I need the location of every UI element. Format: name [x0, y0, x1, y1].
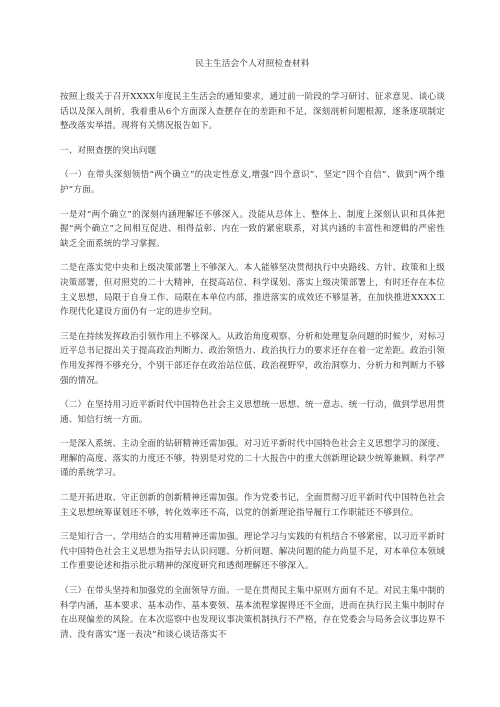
document-title: 民主生活会个人对照检查材料: [195, 59, 310, 69]
intro-paragraph: 按照上级关于召开XXXX年度民主生活会的通知要求，通过前一阶段的学习研讨、征求意见、谈心谈话以及深入剖析，我着重从6个方面深入查摆存在的差距和不足，深刻剖析问题根源，逐条逐项制定整改落实举措。现将有关情况报告如下。: [60, 92, 445, 132]
document-page: [60, 58, 445, 652]
subsection-heading-3: （三）在带头坚持和加强党的全面领导方面。一是在贯彻民主集中原则方面有不足。对民主集中制的科学内涵，基本要求、基本动作、基本要领、基本流程掌握得还不全面，进而在执行民主集中制时存在出现偏差的风险。在本次巡察中也发现议事决策机制执行不严格，存在党委会与局务会议事边界不清、没有落实“逐一表决”和谈心谈话落实不: [60, 586, 445, 640]
subsection-heading-1: （一）在带头深刻领悟“两个确立”的决定性意义,增强“四个意识”、坚定“四个自信”、做到“两个维护”方面。: [60, 170, 445, 195]
section-heading-1: 一、对照查摆的突出问题: [60, 145, 157, 156]
body-paragraph: 三是在持续发挥政治引领作用上不够深入。从政治角度观察、分析和处理复杂问题的时候少，对标习近平总书记提出关于提高政治判断力、政治领悟力、政治执行力的要求还存在着一定差距。政治引领作用发挥得不够充分，个别干部还存在政治站位低、政治视野窄，政治洞察力、分析力和判断力不够强的情况。: [60, 331, 445, 386]
subsection-heading-2: （二）在坚持用习近平新时代中国特色社会主义思想统一思想、统一意志、统一行动，做到学思用贯通、知信行统一方面。: [60, 400, 445, 425]
body-paragraph: 二是开拓进取、守正创新的创新精神还需加强。作为党委书记，全面贯彻习近平新时代中国特色社会主义思想统筹谋划还不够，转化效率还不高，以党的创新理论指导履行工作职能还不够到位。: [60, 493, 445, 518]
body-paragraph: 一是深入系统、主动全面的钻研精神还需加强。对习近平新时代中国特色社会主义思想学习的深度、理解的高度、落实的力度还不够，特别是对党的二十大报告中的重大创新理论缺少统筹兼顾、科学严谨的系统学习。: [60, 439, 445, 479]
body-paragraph: 三是知行合一、学用结合的实用精神还需加强。理论学习与实践的有机结合不够紧密，以习近平新时代中国特色社会主义思想为指导去认识问题、分析问题、解决问题的能力尚显不足，对本单位本领域工作重要论述和指示批示精神的深度研究和透彻理解还不够深入。: [60, 532, 445, 572]
body-paragraph: 一是对“两个确立”的深刻内涵理解还不够深入。没能从总体上、整体上、制度上深刻认识和具体把握“两个确立”之间相互促进、相得益彰、内在一致的紧密联系，对其内涵的丰富性和逻辑的严密性缺乏全面系统的学习掌握。: [60, 209, 445, 249]
body-paragraph: 二是在落实党中央和上级决策部署上不够深入。本人能够坚决贯彻执行中央路线、方针、政策和上级决策部署，但对照党的二十大精神，在提高站位、科学谋划、落实上级决策部署上，有时还存在本位主义思想，局限于自身工作、局限在本单位内部，推进落实的成效还不够显著，在加快推进XXXX工作现代化建设方面仍有一定的进步空间。: [60, 263, 445, 318]
